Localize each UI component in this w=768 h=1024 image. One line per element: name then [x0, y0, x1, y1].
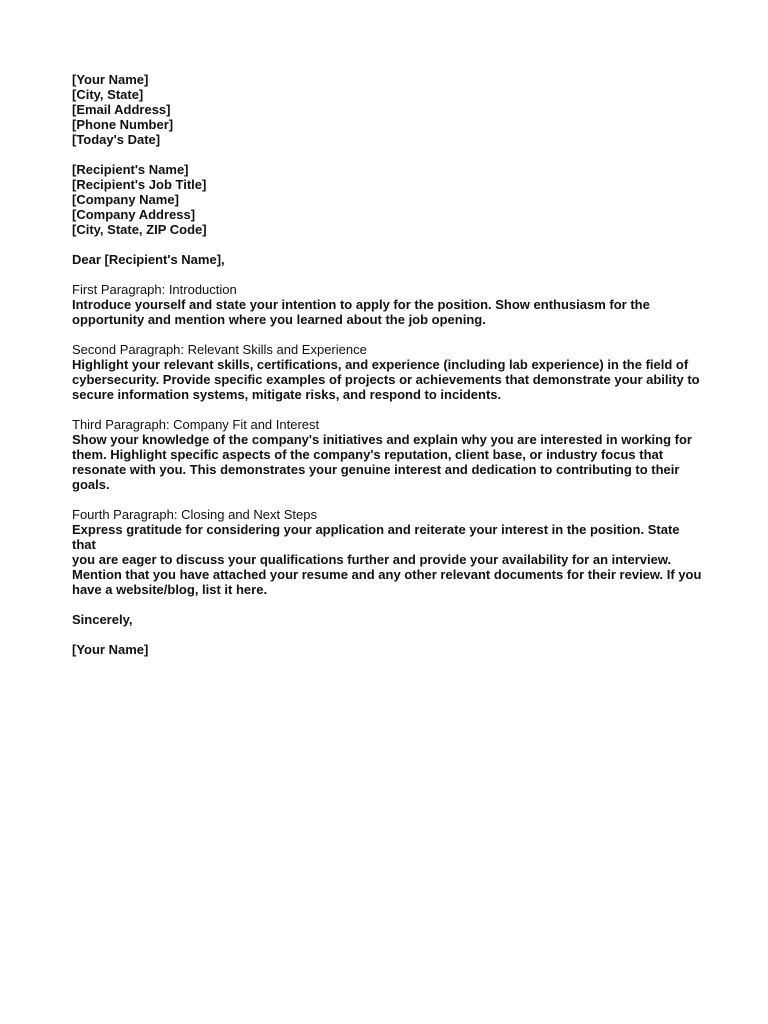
section-line: cybersecurity. Provide specific examples of projects or achievements that demonstrate your ability to	[72, 372, 700, 387]
section-introduction	[72, 282, 702, 327]
sender-city-state: [City, State]	[72, 87, 144, 102]
sender-name: [Your Name]	[72, 72, 149, 87]
recipient-company: [Company Name]	[72, 192, 179, 207]
section-line: you are eager to discuss your qualifications further and provide your availability for an interview.	[72, 552, 672, 567]
recipient-job-title: [Recipient's Job Title]	[72, 177, 207, 192]
letter-date: [Today's Date]	[72, 132, 161, 147]
signature: [Your Name]	[72, 642, 149, 657]
recipient-address: [Company Address]	[72, 207, 196, 222]
section-line: Show your knowledge of the company's initiatives and explain why you are interested in working for	[72, 432, 692, 447]
recipient-city-state-zip: [City, State, ZIP Code]	[72, 222, 207, 237]
section-heading: First Paragraph: Introduction	[72, 282, 237, 297]
recipient-name: [Recipient's Name]	[72, 162, 189, 177]
section-heading: Second Paragraph: Relevant Skills and Experience	[72, 342, 367, 357]
sender-block	[72, 72, 702, 147]
salutation-block	[72, 252, 702, 267]
section-line: opportunity and mention where you learned about the job opening.	[72, 312, 486, 327]
section-skills	[72, 342, 702, 402]
section-line: Mention that you have attached your resume and any other relevant documents for their review. If you	[72, 567, 702, 582]
section-line: Express gratitude for considering your application and reiterate your interest in the position. State that	[72, 522, 680, 552]
section-line: have a website/blog, list it here.	[72, 582, 268, 597]
section-line: Introduce yourself and state your intention to apply for the position. Show enthusiasm for the	[72, 297, 650, 312]
signature-block	[72, 642, 702, 657]
section-line: them. Highlight specific aspects of the company's reputation, client base, or industry focus that	[72, 447, 664, 462]
section-company-fit	[72, 417, 702, 492]
section-line: resonate with you. This demonstrates your genuine interest and dedication to contributing to their	[72, 462, 680, 477]
closing: Sincerely,	[72, 612, 133, 627]
section-heading: Fourth Paragraph: Closing and Next Steps	[72, 507, 317, 522]
closing-block	[72, 612, 702, 627]
section-heading: Third Paragraph: Company Fit and Interest	[72, 417, 320, 432]
sender-phone: [Phone Number]	[72, 117, 174, 132]
section-closing	[72, 507, 702, 597]
section-line: Highlight your relevant skills, certifications, and experience (including lab experience) in the field of	[72, 357, 689, 372]
section-line: goals.	[72, 477, 110, 492]
salutation: Dear [Recipient's Name],	[72, 252, 225, 267]
section-line: secure information systems, mitigate risks, and respond to incidents.	[72, 387, 502, 402]
sender-email: [Email Address]	[72, 102, 171, 117]
letter-page	[72, 72, 702, 672]
recipient-block	[72, 162, 702, 237]
